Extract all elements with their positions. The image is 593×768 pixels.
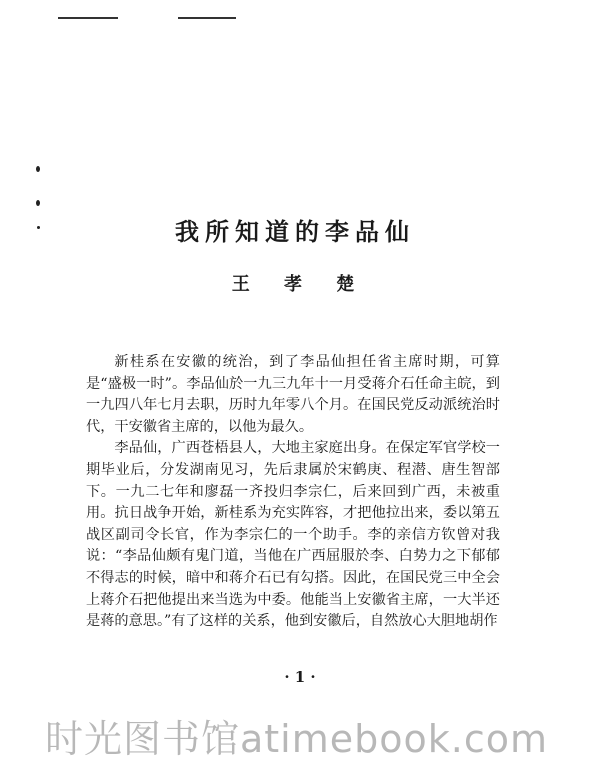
watermark: 时光图书馆atimebook.com bbox=[44, 717, 548, 761]
article-title: 我所知道的李品仙 bbox=[175, 217, 415, 246]
article-author: 王 孝 楚 bbox=[231, 274, 369, 295]
article-body bbox=[86, 352, 500, 633]
binding-mark bbox=[36, 166, 40, 172]
page-number: · 1 · bbox=[284, 668, 316, 686]
paragraph: 新桂系在安徽的统治，到了李品仙担任省主席时期，可算是“盛极一时”。李品仙於一九三九年十一月受蒋介石任命主皖，到一九四八年七月去职，历时九年零八个月。在国民党反动派统治时代，干安徽省主席的，以他为最久。 bbox=[86, 354, 500, 435]
binding-mark bbox=[36, 200, 40, 206]
header-rule-left bbox=[58, 17, 118, 19]
binding-mark bbox=[37, 226, 40, 229]
header-rule-right bbox=[178, 17, 236, 19]
paragraph: 李品仙，广西苍梧县人，大地主家庭出身。在保定军官学校一期毕业后，分发湖南见习，先后隶属於宋鹤庚、程潜、唐生智部下。一九二七年和廖磊一齐投归李宗仁，后来回到广西，未被重用。抗日战争开始，新桂系为充实阵容，才把他拉出来，委以第五战区副司令长官，作为李宗仁的一个助手。李的亲信方钦曾对我说：“李品仙颇有鬼门道，当他在广西屈服於李、白势力之下郁郁不得志的时候，暗中和蒋介石已有勾搭。因此，在国民党三中全会上蒋介石把他提出来当选为中委。他能当上安徽省主席，一大半还是蒋的意思。”有了这样的关系，他到安徽后，自然放心大胆地胡作 bbox=[86, 440, 500, 630]
